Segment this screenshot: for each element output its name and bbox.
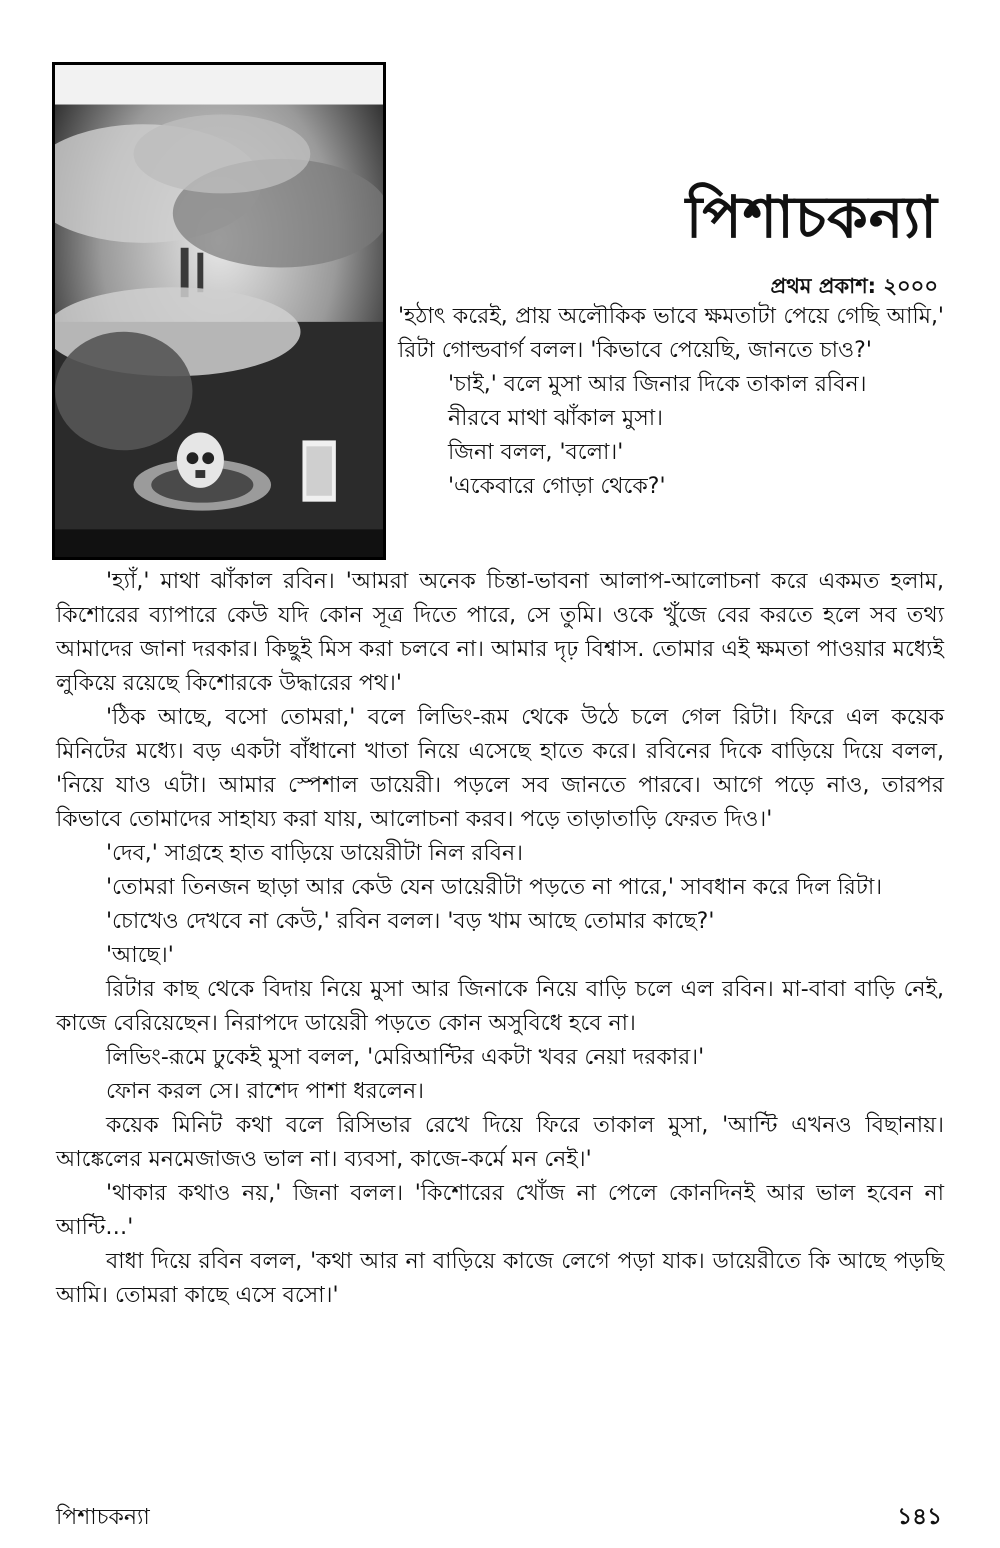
paragraph: ফোন করল সে। রাশেদ পাশা ধরলেন। [106,1079,424,1104]
body-text [56,565,944,1313]
intro-text [398,300,944,504]
paragraph: 'ঠিক আছে, বসো তোমরা,' বলে লিভিং-রূম থেকে উঠে চলে গেল রিটা। ফিরে এল কয়েক মিনিটের মধ্যে। বড় একটা বাঁধানো খাতা নিয়ে এসেছে হাতে করে। রবিনের দিকে বাড়িয়ে দিয়ে বলল, 'নিয়ে যাও এটা। আমার স্পেশাল ডায়েরী। পড়লে সব জানতে পারবে। আগে পড়ে নাও, তারপর কিভাবে তোমাদের সাহায্য করা যায়, আলোচনা করব। পড়ে তাড়াতাড়ি ফেরত দিও।' [56,705,944,832]
paragraph: 'থাকার কথাও নয়,' জিনা বলল। 'কিশোরের খোঁজ না পেলে কোনদিনই আর ভাল হবেন না আন্টি…' [56,1181,944,1240]
running-title: পিশাচকন্যা [56,1505,150,1530]
paragraph: 'চোখেও দেখবে না কেউ,' রবিন বলল। 'বড় খাম আছে তোমার কাছে?' [106,909,715,934]
paragraph: জিনা বলল, 'বলো।' [448,440,624,465]
paragraph: রিটার কাছ থেকে বিদায় নিয়ে মুসা আর জিনাকে নিয়ে বাড়ি চলে এল রবিন। মা-বাবা বাড়ি নেই, কাজে বেরিয়েছেন। নিরাপদে ডায়েরী পড়তে কোন অসুবিধে হবে না। [56,977,944,1036]
paragraph: 'হ্যাঁ,' মাথা ঝাঁকাল রবিন। 'আমরা অনেক চিন্তা-ভাবনা আলাপ-আলোচনা করে একমত হলাম, কিশোরের ব্যাপারে কেউ যদি কোন সূত্র দিতে পারে, সে তুমি। ওকে খুঁজে বের করতে হলে সব তথ্য আমাদের জানা দরকার। কিছুই মিস করা চলবে না। আমার দৃঢ় বিশ্বাস. তোমার এই ক্ষমতা পাওয়ার মধ্যেই লুকিয়ে রয়েছে কিশোরকে উদ্ধারের পথ।' [56,569,944,696]
paragraph: নীরবে মাথা ঝাঁকাল মুসা। [448,406,664,431]
paragraph: বাধা দিয়ে রবিন বলল, 'কথা আর না বাড়িয়ে কাজে লেগে পড়া যাক। ডায়েরীতে কি আছে পড়ছি আমি। তোমরা কাছে এসে বসো।' [56,1249,944,1308]
skull-cover-image [55,65,383,557]
paragraph: 'চাই,' বলে মুসা আর জিনার দিকে তাকাল রবিন। [448,372,867,397]
paragraph: 'দেব,' সাগ্রহে হাত বাড়িয়ে ডায়েরীটা নিল রবিন। [106,841,524,866]
paragraph: 'তোমরা তিনজন ছাড়া আর কেউ যেন ডায়েরীটা পড়তে না পারে,' সাবধান করে দিল রিটা। [106,875,883,900]
paragraph: লিভিং-রূমে ঢুকেই মুসা বলল, 'মেরিআন্টির একটা খবর নেয়া দরকার।' [106,1045,705,1070]
paragraph: 'হঠাৎ করেই, প্রায় অলৌকিক ভাবে ক্ষমতাটা পেয়ে গেছি আমি,' রিটা গোল্ডবার্গ বলল। 'কিভাবে পেয়েছি, জানতে চাও?' [398,304,944,363]
paragraph: 'একেবারে গোড়া থেকে?' [448,474,666,499]
publication-info: প্রথম প্রকাশ: ২০০০ [770,274,938,298]
page-number: ১৪১ [897,1504,942,1530]
paragraph: কয়েক মিনিট কথা বলে রিসিভার রেখে দিয়ে ফিরে তাকাল মুসা, 'আন্টি এখনও বিছানায়। আঙ্কেলের মনমেজাজও ভাল না। ব্যবসা, কাজে-কর্মে মন নেই।' [56,1113,944,1172]
book-title: পিশাচকন্যা [685,183,938,251]
cover-illustration [52,62,386,560]
paragraph: 'আছে।' [106,943,174,968]
